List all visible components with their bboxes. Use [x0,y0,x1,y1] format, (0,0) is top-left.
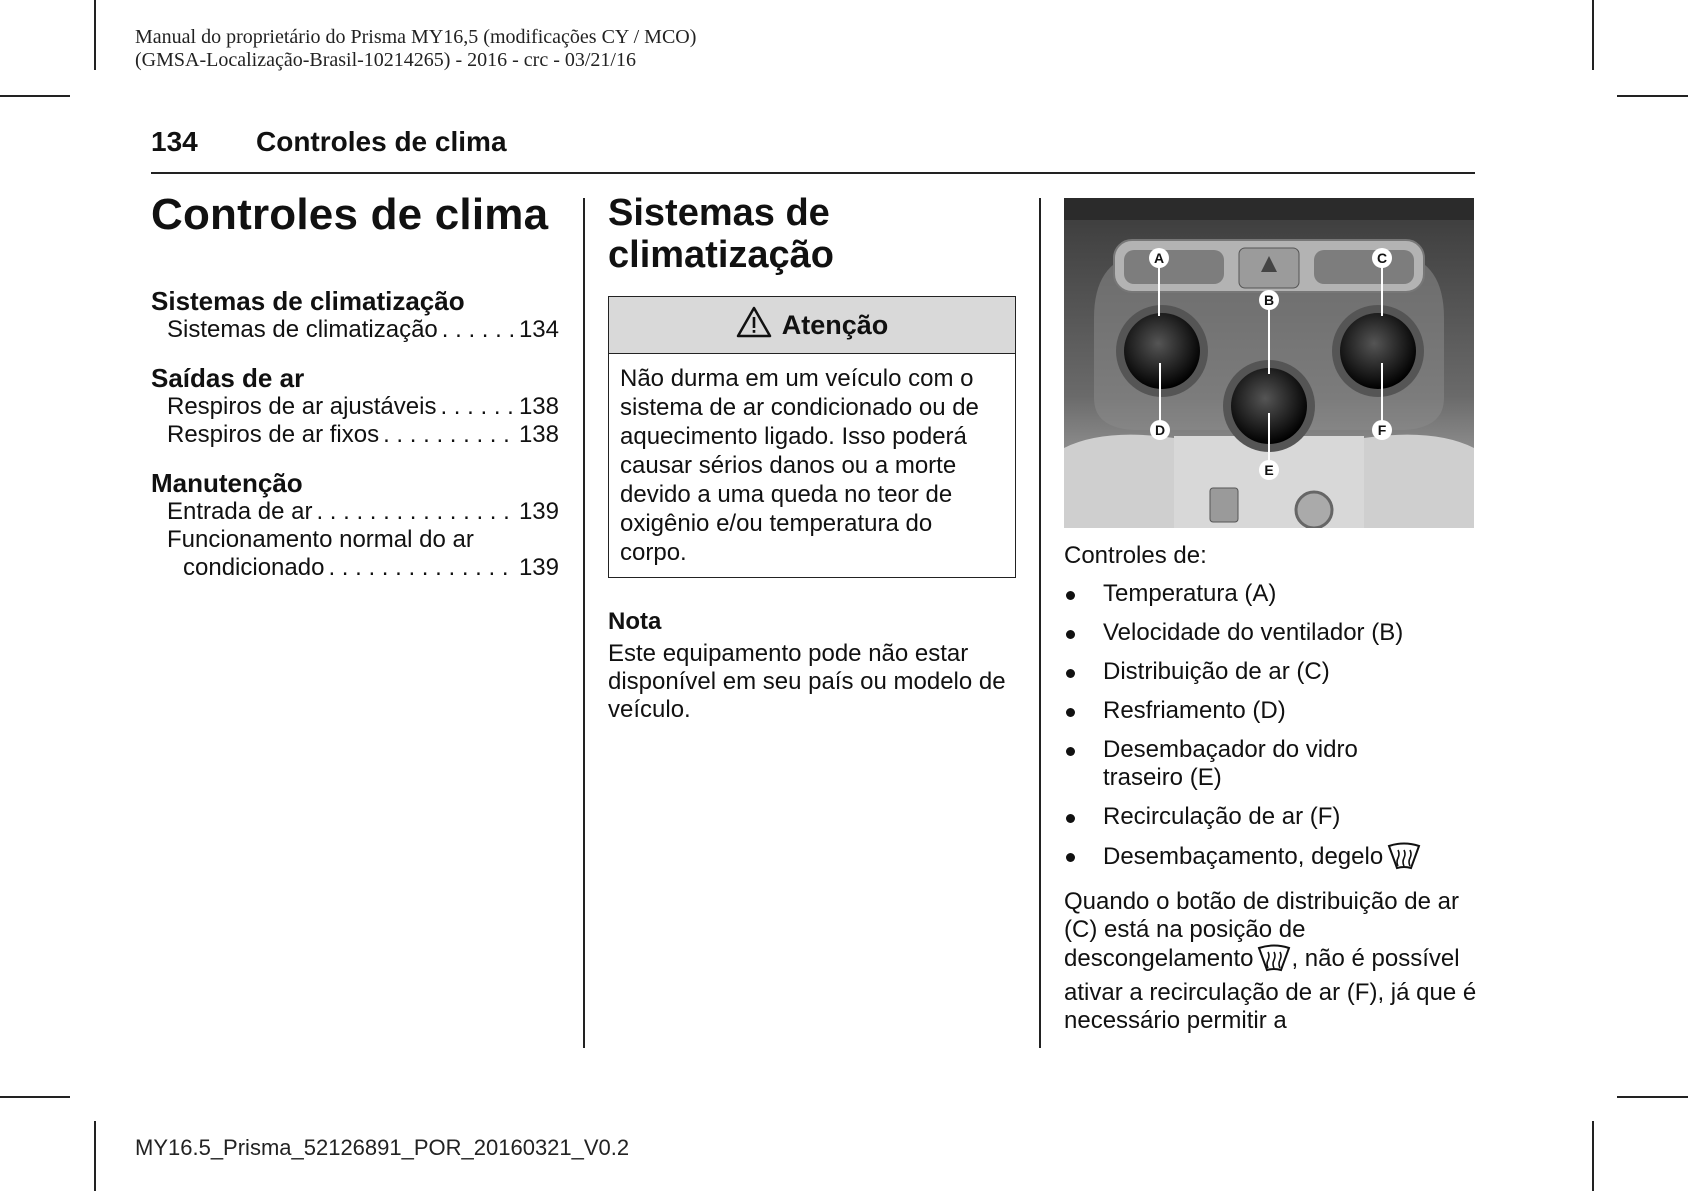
warning-box [608,296,1016,578]
crop-mark [1592,0,1594,70]
toc-entry-label: Respiros de ar ajustáveis [167,393,437,420]
list-item-text: Recirculação de ar (F) [1103,803,1341,830]
paragraph-text: , não é possível ativar a recirculação de ar (F), já que é necessário permitir a [1064,945,1477,1034]
list-item [1064,803,1479,831]
crop-mark [1592,1121,1594,1191]
list-item [1064,736,1403,792]
bullet-icon [1066,591,1075,600]
toc-entry-page: 134 [518,316,559,343]
toc-group-heading: Sistemas de climatização [151,286,465,316]
toc-entry-page: 138 [518,421,559,448]
document-meta [135,26,696,72]
toc-entry-label: Sistemas de climatização [167,316,438,343]
bullet-icon [1066,814,1075,823]
warning-text: Não durma em um veículo com o sistema de ar condicionado ou de aquecimento ligado. Isso poderá causar sérios danos ou a morte devido a uma queda no teor de oxigênio e/ou temperatura do corpo. [620,365,979,566]
callout-label: E [1264,462,1274,478]
bullet-icon [1066,853,1075,862]
note-label: Nota [608,608,662,635]
column-divider [1039,198,1041,1048]
toc-leader-dots [440,393,514,421]
toc-entry-page: 138 [518,393,559,420]
document-footer: MY16.5_Prisma_52126891_POR_20160321_V0.2 [135,1135,630,1160]
list-item-text: Velocidade do ventilador (B) [1103,619,1404,646]
controls-intro: Controles de: [1064,542,1207,569]
chapter-heading: Controles de clima [151,190,549,239]
windshield-defrost-icon [1387,842,1421,877]
list-item [1064,697,1479,725]
list-item-text: Desembaçador do vidro traseiro (E) [1103,736,1358,791]
document-meta-line-2: (GMSA-Localização-Brasil-10214265) - 2016 - crc - 03/21/16 [135,49,636,71]
crop-mark [94,1121,96,1191]
crop-mark [1617,95,1688,97]
toc-entry-label: condicionado [183,554,325,581]
warning-triangle-icon [736,306,772,345]
toc-entry-label: Funcionamento normal do ar [167,526,474,553]
running-head [151,126,507,158]
toc-entry-label: Respiros de ar fixos [167,421,380,448]
bullet-icon [1066,630,1075,639]
paragraph-text: Quando o botão de distribuição de ar (C) está na posição de descongelamento [1064,888,1459,972]
toc-entry[interactable] [151,498,559,526]
callout-label: C [1376,250,1388,266]
crop-mark [94,0,96,70]
callout-label: B [1263,292,1275,308]
column-divider [583,198,585,1048]
callout-label: F [1377,422,1387,438]
list-item-text: Distribuição de ar (C) [1103,658,1330,685]
list-item-text: Temperatura (A) [1103,580,1277,607]
toc-leader-dots [442,316,515,344]
warning-header [609,297,1015,354]
toc-entry-page: 139 [518,554,559,581]
page-number: 134 [151,126,198,157]
bullet-icon [1066,747,1075,756]
document-meta-line-1: Manual do proprietário do Prisma MY16,5 (modificações CY / MCO) [135,26,697,48]
toc-entry-label: Entrada de ar [167,498,313,525]
list-item [1064,658,1479,686]
crop-mark [0,1096,70,1098]
crop-mark [0,95,70,97]
header-rule [151,172,1475,174]
list-item [1064,580,1479,608]
bullet-icon [1066,669,1075,678]
toc-group [151,286,559,344]
toc-group [151,363,559,449]
toc-entry-page: 139 [518,498,559,525]
warning-title: Atenção [781,309,889,340]
controls-list [1064,580,1479,877]
list-item [1064,842,1479,877]
list-item-text: Resfriamento (D) [1103,697,1286,724]
callout-label: A [1153,250,1165,266]
windshield-defrost-icon [1257,944,1291,979]
callout-label: D [1154,422,1166,438]
toc-group-heading: Saídas de ar [151,363,305,393]
list-item-text: Desembaçamento, degelo [1103,843,1384,870]
chapter-title: Controles de clima [256,126,507,157]
toc-entry-continuation[interactable] [151,554,559,582]
toc-group [151,468,559,582]
controls-paragraph [1064,888,1479,1035]
bullet-icon [1066,708,1075,717]
climate-controls-photo [1064,198,1474,528]
toc-leader-dots [328,554,515,582]
table-of-contents [151,286,559,601]
toc-leader-dots [383,421,515,449]
toc-entry[interactable] [151,393,559,421]
toc-entry[interactable] [151,421,559,449]
controls-section [1064,542,1479,1035]
note-text: Este equipamento pode não estar disponível em seu país ou modelo de veículo. [608,640,1006,723]
toc-group-heading: Manutenção [151,468,303,498]
section-heading: Sistemas de climatização [608,192,834,276]
toc-entry[interactable] [151,526,559,554]
crop-mark [1617,1096,1688,1098]
list-item [1064,619,1479,647]
toc-leader-dots [316,498,515,526]
toc-entry[interactable] [151,316,559,344]
